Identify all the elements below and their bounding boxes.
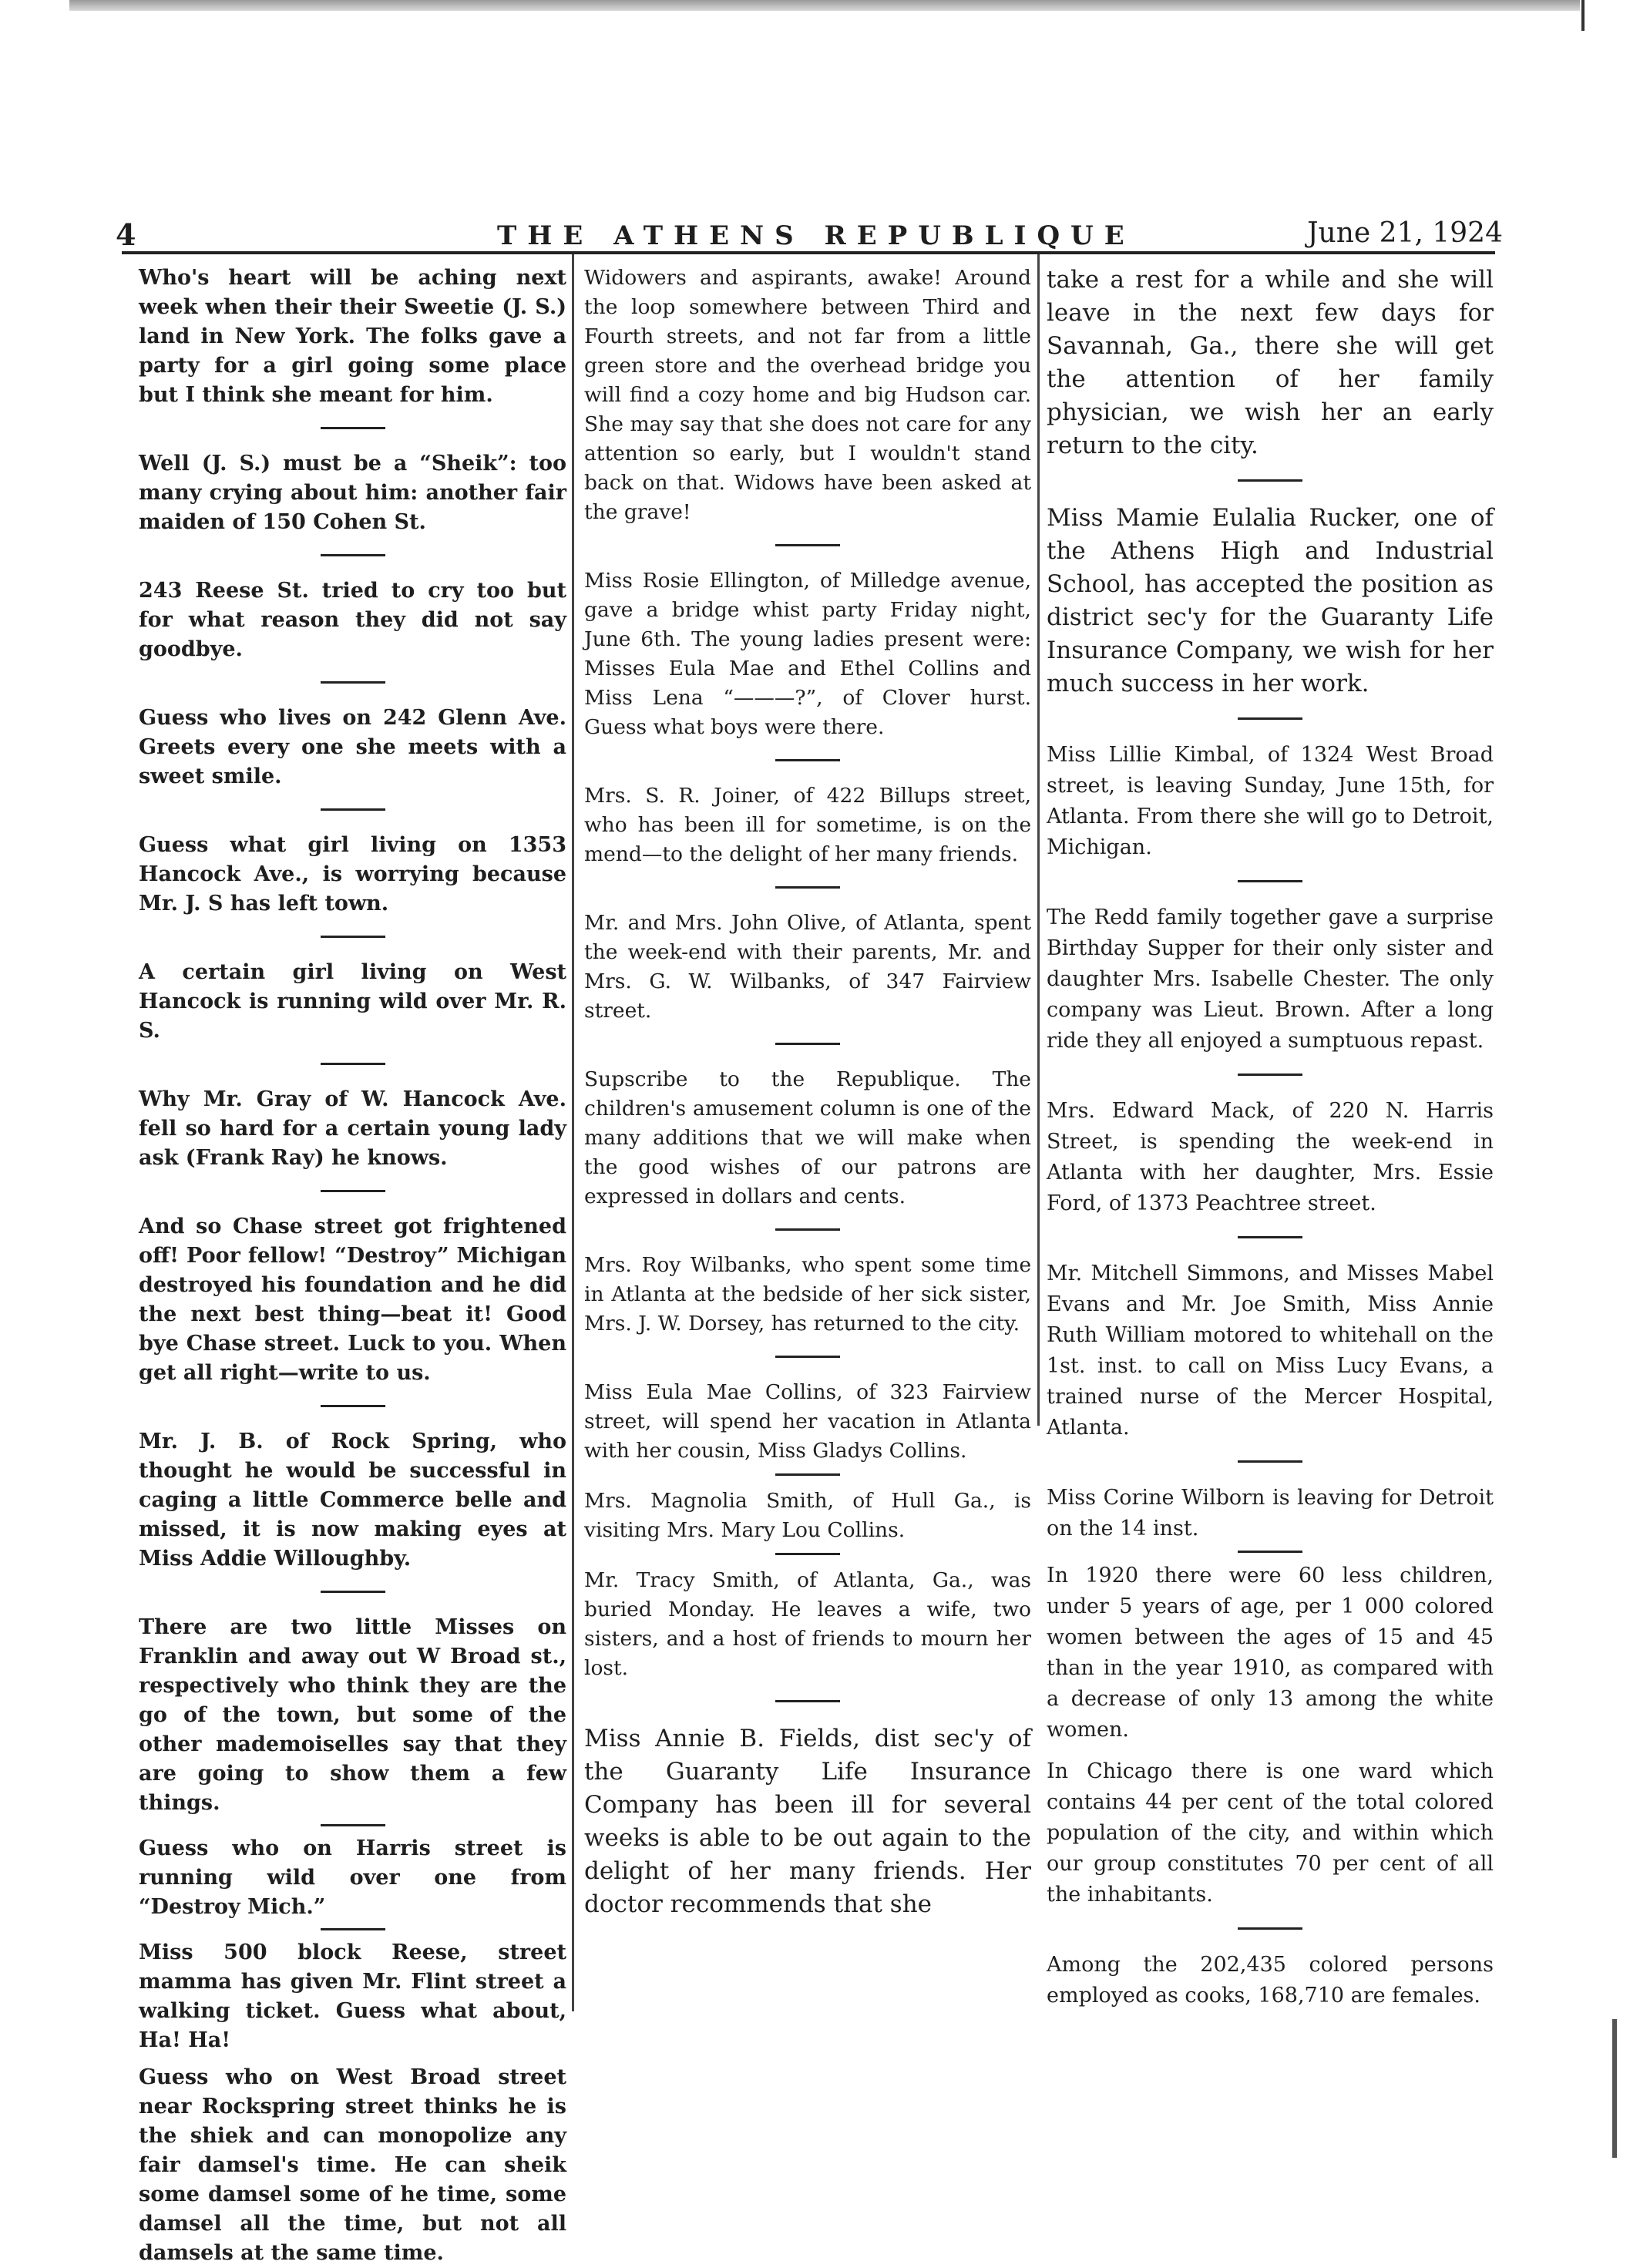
news-item: In Chicago there is one ward which contains 44 per cent of the total colored population of the city, and within which our group constitutes 70 per cent of all the inhabitants. — [1047, 1759, 1494, 1907]
item-separator — [1238, 1551, 1302, 1553]
item-separator — [321, 936, 385, 938]
news-item: Mr. Mitchell Simmons, and Misses Mabel Evans and Mr. Joe Smith, Miss Annie Ruth William motored to whitehall on the 1st. inst. to call on Miss Lucy Evans, a trained nurse of the Mercer Hospital, Atlanta. — [1047, 1262, 1494, 1440]
item-separator — [1238, 880, 1302, 882]
item-separator — [321, 1405, 385, 1407]
item-separator — [775, 1043, 840, 1045]
item-separator — [321, 554, 385, 556]
news-item: Guess who on Harris street is running wild over one from “Destroy Mich.” — [139, 1836, 566, 1919]
news-item: 243 Reese St. tried to cry too but for what reason they did not say goodbye. — [139, 579, 566, 661]
news-item: Miss Annie B. Fields, dist sec'y of the Guaranty Life Insurance Company has been ill for several weeks is able to be out again to the delight of her many friends. Her doctor recommends that she — [584, 1725, 1031, 1918]
news-item: Mr. and Mrs. John Olive, of Atlanta, spent the week-end with their parents, Mr. and Mrs. G. W. Wilbanks, of 347 Fairview street. — [584, 911, 1031, 1023]
column-3 — [1047, 264, 1494, 2011]
news-item: Who's heart will be aching next week when their their Sweetie (J. S.) land in New York. The folks gave a party for a girl going some place but I think she meant for him. — [139, 266, 566, 407]
item-separator — [321, 808, 385, 811]
news-item: The Redd family together gave a surprise Birthday Supper for their only sister and daughter Mrs. Isabelle Chester. The only company was Lieut. Brown. After a long ride they all enjoyed a sumptuous repast. — [1047, 906, 1494, 1053]
item-separator — [321, 1591, 385, 1593]
item-separator — [775, 759, 840, 761]
news-item: Mrs. S. R. Joiner, of 422 Billups street, who has been ill for sometime, is on the mend—to the delight of her many friends. — [584, 784, 1031, 866]
news-item: Guess who on West Broad street near Rockspring street thinks he is the shiek and can monopolize any fair damsel's time. He can sheik some damsel some of he time, some damsel all the time, but not all damsels at the same time. — [139, 2065, 566, 2265]
item-separator — [775, 1700, 840, 1702]
scan-mark — [1581, 0, 1585, 31]
item-separator — [775, 886, 840, 889]
news-item: Miss Eula Mae Collins, of 323 Fairview street, will spend her vacation in Atlanta with her cousin, Miss Gladys Collins. — [584, 1380, 1031, 1463]
item-separator — [775, 1356, 840, 1358]
item-separator — [321, 427, 385, 429]
news-item: Guess who lives on 242 Glenn Ave. Greets every one she meets with a sweet smile. — [139, 706, 566, 788]
page-header — [116, 217, 1503, 256]
news-item: Miss 500 block Reese, street mamma has given Mr. Flint street a walking ticket. Guess what about, Ha! Ha! — [139, 1940, 566, 2052]
item-separator — [1238, 1236, 1302, 1238]
item-separator — [321, 1190, 385, 1192]
news-item: Miss Corine Wilborn is leaving for Detroit on the 14 inst. — [1047, 1486, 1494, 1541]
news-item: Among the 202,435 colored persons employed as cooks, 168,710 are females. — [1047, 1953, 1494, 2008]
news-item: Miss Mamie Eulalia Rucker, one of the Athens High and Industrial School, has accepted the position as district sec'y for the Guaranty Life Insurance Company, we wish for her much success in her work. — [1047, 504, 1494, 697]
item-separator — [1238, 1927, 1302, 1930]
news-item: Supscribe to the Republique. The children's amusement column is one of the many additions that we will make when the good wishes of our patrons are expressed in dollars and cents. — [584, 1067, 1031, 1208]
column-divider — [572, 254, 574, 2011]
item-separator — [321, 1928, 385, 1930]
item-separator — [1238, 1460, 1302, 1463]
news-item: Guess what girl living on 1353 Hancock Ave., is worrying because Mr. J. S has left town. — [139, 833, 566, 916]
news-item: And so Chase street got frightened off! Poor fellow! “Destroy” Michigan destroyed his foundation and he did the next best thing—beat it! Good bye Chase street. Luck to you. When get all right—write to us. — [139, 1215, 566, 1385]
news-item: Mrs. Edward Mack, of 220 N. Harris Street, is spending the week-end in Atlanta with her daughter, Mrs. Essie Ford, of 1373 Peachtree street. — [1047, 1099, 1494, 1215]
item-separator — [775, 1228, 840, 1231]
scan-edge-top — [69, 0, 1580, 11]
item-separator — [775, 544, 840, 546]
item-separator — [321, 1824, 385, 1826]
news-item: Why Mr. Gray of W. Hancock Ave. fell so hard for a certain young lady ask (Frank Ray) he knows. — [139, 1087, 566, 1170]
newspaper-title: THE ATHENS REPUBLIQUE — [497, 220, 1135, 251]
item-separator — [321, 681, 385, 684]
scan-mark — [1612, 2019, 1617, 2158]
header-rule — [122, 251, 1495, 254]
item-separator — [1238, 717, 1302, 720]
news-item: In 1920 there were 60 less children, under 5 years of age, per 1 000 colored women between the ages of 15 and 45 than in the year 1910, as compared with a decrease of only 13 among the white women. — [1047, 1564, 1494, 1742]
column-2 — [584, 264, 1031, 1921]
column-1 — [139, 264, 566, 2268]
item-separator — [775, 1553, 840, 1555]
news-item: Mrs. Magnolia Smith, of Hull Ga., is visiting Mrs. Mary Lou Collins. — [584, 1489, 1031, 1542]
news-item: Mr. J. B. of Rock Spring, who thought he would be successful in caging a little Commerce belle and missed, it is now making eyes at Miss Addie Willoughby. — [139, 1430, 566, 1571]
item-separator — [321, 1063, 385, 1065]
item-separator — [1238, 1074, 1302, 1076]
news-item: Widowers and aspirants, awake! Around the loop somewhere between Third and Fourth streets, and not far from a little green store and the overhead bridge you will find a cozy home and big Hudson car. She may say that she does not care for any attention so early, but I wouldn't stand back on that. Widows have been asked at the grave! — [584, 266, 1031, 524]
issue-date: June 21, 1924 — [1307, 217, 1503, 249]
news-item: Mr. Tracy Smith, of Atlanta, Ga., was buried Monday. He leaves a wife, two sisters, and a host of friends to mourn her lost. — [584, 1568, 1031, 1680]
news-item: take a rest for a while and she will leave in the next few days for Savannah, Ga., there she will get the attention of her family physician, we wish her an early return to the city. — [1047, 266, 1494, 459]
item-separator — [775, 1473, 840, 1476]
page-number: 4 — [116, 217, 136, 252]
news-item: Well (J. S.) must be a “Sheik”: too many crying about him: another fair maiden of 150 Cohen St. — [139, 452, 566, 534]
news-item: Miss Lillie Kimbal, of 1324 West Broad street, is leaving Sunday, June 15th, for Atlanta. From there she will go to Detroit, Michigan. — [1047, 743, 1494, 859]
news-item: Mrs. Roy Wilbanks, who spent some time in Atlanta at the bedside of her sick sister, Mrs. J. W. Dorsey, has returned to the city. — [584, 1253, 1031, 1336]
item-separator — [1238, 479, 1302, 482]
news-item: A certain girl living on West Hancock is running wild over Mr. R. S. — [139, 960, 566, 1043]
news-item: There are two little Misses on Franklin and away out W Broad st., respectively who think they are the go of the town, but some of the other mademoiselles say that they are going to show them a few things. — [139, 1615, 566, 1815]
column-divider — [1037, 254, 1040, 1426]
news-item: Miss Rosie Ellington, of Milledge avenue, gave a bridge whist party Friday night, June 6th. The young ladies present were: Misses Eula Mae and Ethel Collins and Miss Lena “———?”, of Clover hurst. Guess what boys were there. — [584, 569, 1031, 739]
